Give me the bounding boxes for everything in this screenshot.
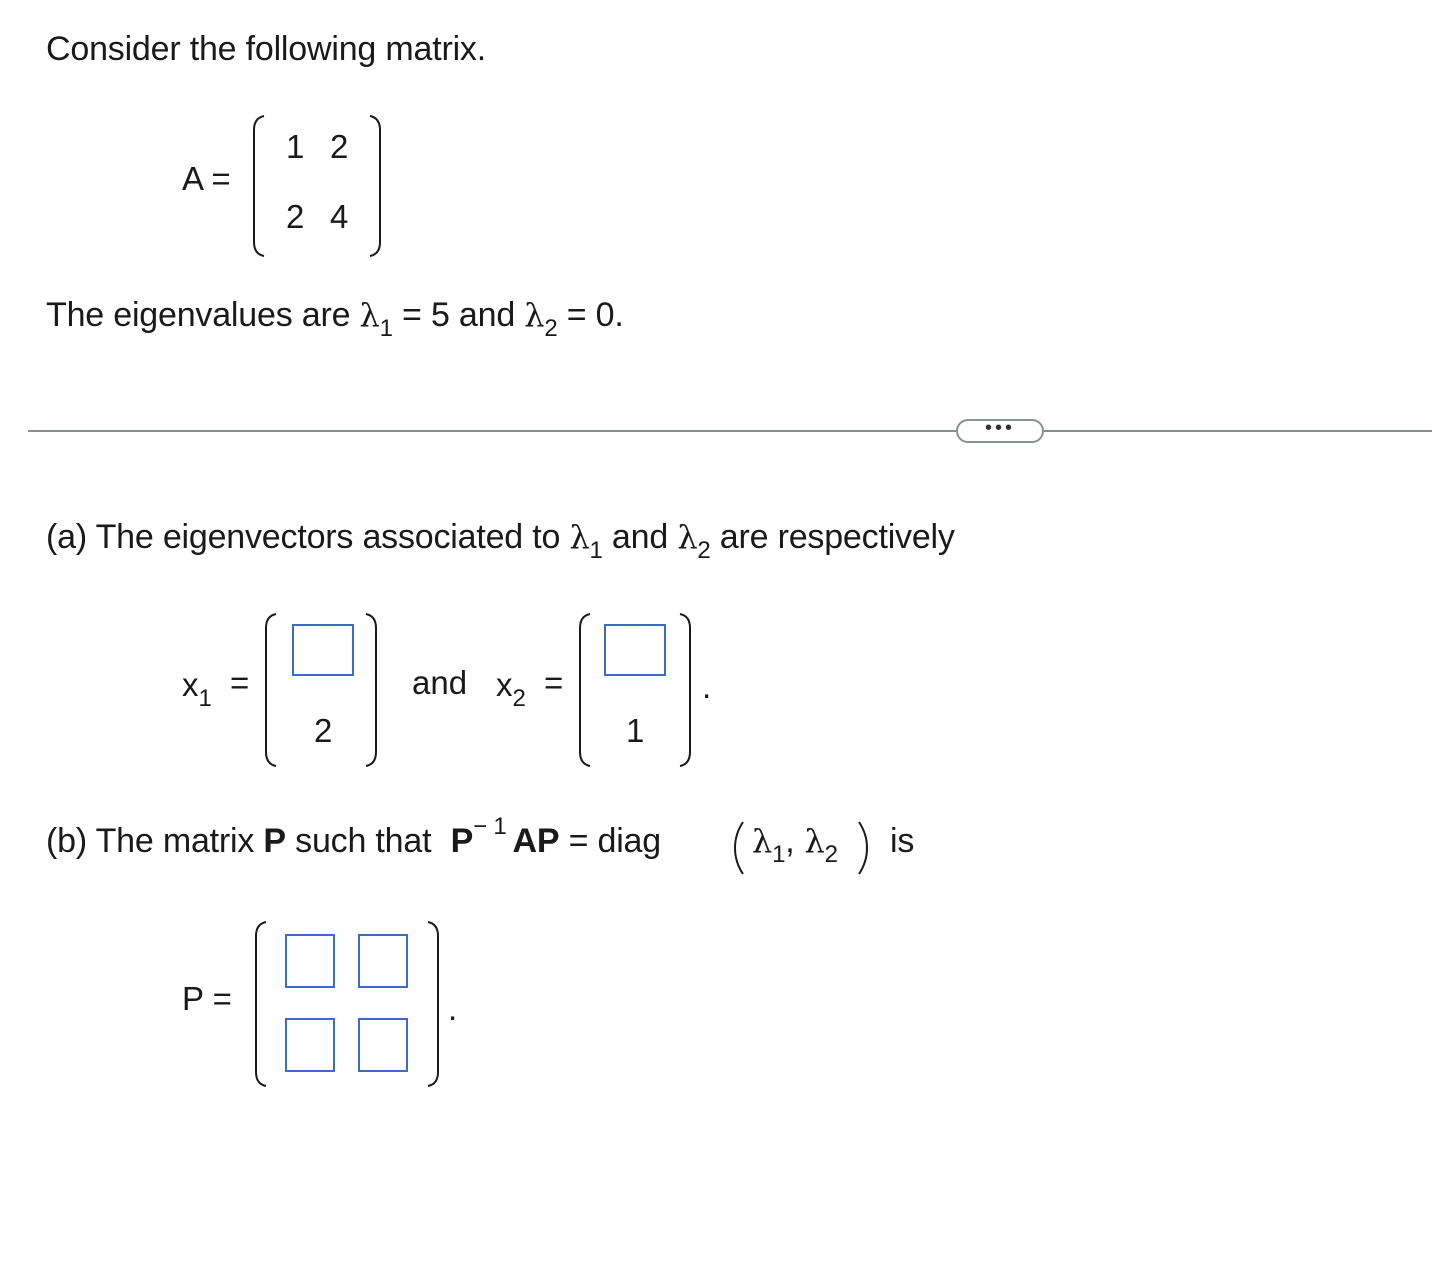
x1-left-bracket bbox=[262, 612, 280, 768]
p-r1c2-answer-box[interactable] bbox=[358, 934, 408, 988]
x1-top-answer-box[interactable] bbox=[292, 624, 354, 676]
section-divider bbox=[28, 430, 1432, 432]
p-period: . bbox=[448, 990, 458, 1027]
x1-label: $x_1$ bbox=[182, 666, 212, 712]
lambda-sub-2: 2 bbox=[697, 537, 711, 564]
is-text: is bbox=[890, 822, 915, 860]
part-a-prefix: (a) The eigenvectors associated to bbox=[46, 518, 570, 556]
part-b-such-that: such that bbox=[285, 822, 441, 860]
p-r2c1-answer-box[interactable] bbox=[285, 1018, 335, 1072]
lambda-sub-1: 1 bbox=[772, 841, 786, 868]
matrix-a-r2c2: 4 bbox=[330, 198, 349, 235]
ellipsis-icon: ••• bbox=[984, 417, 1015, 439]
lambda-symbol: λ bbox=[677, 518, 698, 556]
x1-equals: = bbox=[230, 664, 250, 701]
part-a-and: and bbox=[602, 518, 678, 556]
matrix-p-left-bracket bbox=[252, 920, 270, 1088]
matrix-a-r2c1: 2 bbox=[286, 198, 305, 235]
diag-text: = diag bbox=[559, 822, 661, 860]
matrix-p-symbol: P bbox=[450, 822, 474, 860]
x2-equals: = bbox=[544, 664, 564, 701]
inverse-superscript: − 1 bbox=[473, 813, 507, 840]
x1-bottom-value: 2 bbox=[314, 712, 333, 749]
matrix-a-r1c2: 2 bbox=[330, 128, 349, 165]
matrix-p-right-bracket bbox=[424, 920, 442, 1088]
lambda-symbol: λ bbox=[569, 518, 590, 556]
matrix-a-right-bracket bbox=[366, 114, 384, 258]
intro-text: Consider the following matrix. bbox=[46, 30, 486, 68]
x2-label: $x_2$ bbox=[496, 666, 526, 712]
lambda-symbol: λ bbox=[524, 296, 545, 334]
diag-right-paren bbox=[856, 820, 870, 876]
lambda-sub-2: 2 bbox=[544, 315, 558, 342]
diag-left-paren bbox=[732, 820, 746, 876]
comma: , bbox=[785, 822, 795, 860]
x2-right-bracket bbox=[676, 612, 694, 768]
eigen-prefix: The eigenvalues are bbox=[46, 296, 360, 334]
p-r1c1-answer-box[interactable] bbox=[285, 934, 335, 988]
diag-args bbox=[752, 822, 838, 868]
x2-left-bracket bbox=[576, 612, 594, 768]
x-period: . bbox=[702, 668, 712, 705]
and-text: and bbox=[412, 664, 468, 701]
lambda-symbol: λ bbox=[804, 822, 825, 860]
x2-top-answer-box[interactable] bbox=[604, 624, 666, 676]
eigen-mid: = 5 and bbox=[392, 296, 525, 334]
matrix-a-r1c1: 1 bbox=[286, 128, 305, 165]
lambda-sub-1: 1 bbox=[379, 315, 393, 342]
matrix-p-symbol: P bbox=[263, 822, 286, 860]
part-b-prefix: (b) The matrix bbox=[46, 822, 264, 860]
p-r2c2-answer-box[interactable] bbox=[358, 1018, 408, 1072]
matrix-p-label: P = bbox=[182, 980, 232, 1017]
lambda-sub-1: 1 bbox=[589, 537, 603, 564]
lambda-sub-2: 2 bbox=[824, 841, 838, 868]
eigenvalues-line bbox=[46, 296, 624, 342]
ap-symbol: AP bbox=[512, 822, 560, 860]
eigen-suffix: = 0. bbox=[557, 296, 624, 334]
more-options-button[interactable] bbox=[956, 419, 1044, 443]
part-a-suffix: are respectively bbox=[710, 518, 955, 556]
x2-bottom-value: 1 bbox=[626, 712, 645, 749]
part-a-question bbox=[46, 518, 955, 564]
matrix-a-label: A = bbox=[182, 160, 231, 197]
lambda-symbol: λ bbox=[752, 822, 773, 860]
lambda-symbol: λ bbox=[359, 296, 380, 334]
matrix-a-left-bracket bbox=[250, 114, 268, 258]
part-b-question bbox=[46, 813, 661, 861]
x1-right-bracket bbox=[362, 612, 380, 768]
